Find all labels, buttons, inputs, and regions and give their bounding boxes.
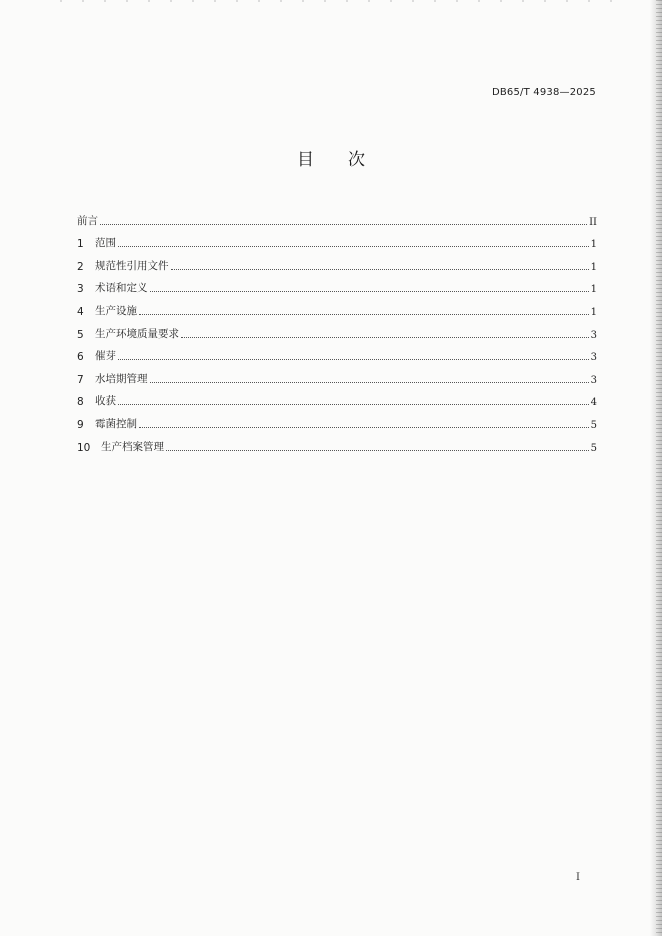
toc-entry-label: 生产档案管理 xyxy=(101,440,164,453)
toc-entry-page: 1 xyxy=(590,261,597,273)
toc-entry-page: 1 xyxy=(590,239,597,251)
toc-entry-page: 1 xyxy=(590,306,597,318)
toc-entry-number: 7 xyxy=(77,373,84,386)
toc-entry-number: 6 xyxy=(77,351,84,364)
document-code: DB65/T 4938—2025 xyxy=(491,87,596,98)
toc-title: 目次 xyxy=(297,150,399,170)
toc-entry[interactable] xyxy=(77,250,597,273)
toc-entry-number: 4 xyxy=(77,305,84,318)
toc-leader-dots xyxy=(118,359,589,360)
toc-entry[interactable] xyxy=(77,408,597,431)
toc-entry-label: 前言 xyxy=(77,214,98,227)
toc-entry[interactable] xyxy=(77,341,597,364)
toc-entry[interactable] xyxy=(77,295,597,318)
toc-entry-number: 8 xyxy=(77,396,84,409)
toc-entry-number: 5 xyxy=(77,328,84,341)
page-number: I xyxy=(576,872,580,883)
toc-entry-label: 生产环境质量要求 xyxy=(95,327,179,340)
toc-leader-dots xyxy=(150,382,589,383)
toc-entry-label: 催芽 xyxy=(95,350,116,363)
toc-entry[interactable] xyxy=(77,228,597,251)
toc-entry[interactable] xyxy=(77,318,597,341)
toc-entry-label: 收获 xyxy=(95,395,116,408)
toc-entry-page: 5 xyxy=(590,419,597,431)
toc-entry[interactable] xyxy=(77,431,597,454)
toc-entry-number: 9 xyxy=(77,418,84,431)
toc-entry-label: 霉菌控制 xyxy=(95,417,137,430)
toc-entry[interactable] xyxy=(77,363,597,386)
scan-edge-texture xyxy=(656,0,662,936)
toc-leader-dots xyxy=(139,314,589,315)
toc-entry-page: 5 xyxy=(590,442,597,454)
toc-leader-dots xyxy=(181,337,589,338)
toc-entry-number: 1 xyxy=(77,238,84,251)
scan-artifact-top xyxy=(60,0,620,2)
toc-entry-label: 水培期管理 xyxy=(95,372,148,385)
toc-entry[interactable] xyxy=(77,273,597,296)
toc-entry[interactable] xyxy=(77,205,597,228)
toc-entry-label: 范围 xyxy=(95,237,116,250)
toc-entry-number: 10 xyxy=(77,441,91,454)
toc-leader-dots xyxy=(139,427,589,428)
table-of-contents xyxy=(77,205,597,454)
toc-entry[interactable] xyxy=(77,386,597,409)
toc-leader-dots xyxy=(118,404,589,405)
toc-leader-dots xyxy=(118,246,589,247)
toc-entry-label: 生产设施 xyxy=(95,304,137,317)
toc-leader-dots xyxy=(166,450,589,451)
toc-leader-dots xyxy=(150,291,589,292)
toc-entry-page: 3 xyxy=(590,374,597,386)
toc-entry-page: 3 xyxy=(590,329,597,341)
toc-entry-page: 4 xyxy=(590,397,597,409)
toc-entry-label: 术语和定义 xyxy=(95,282,148,295)
toc-entry-number: 3 xyxy=(77,283,84,296)
toc-entry-page: II xyxy=(589,216,597,228)
toc-entry-page: 3 xyxy=(590,352,597,364)
toc-leader-dots xyxy=(100,224,587,225)
toc-entry-page: 1 xyxy=(590,284,597,296)
toc-entry-number: 2 xyxy=(77,260,84,273)
toc-entry-label: 规范性引用文件 xyxy=(95,259,169,272)
toc-leader-dots xyxy=(171,269,589,270)
